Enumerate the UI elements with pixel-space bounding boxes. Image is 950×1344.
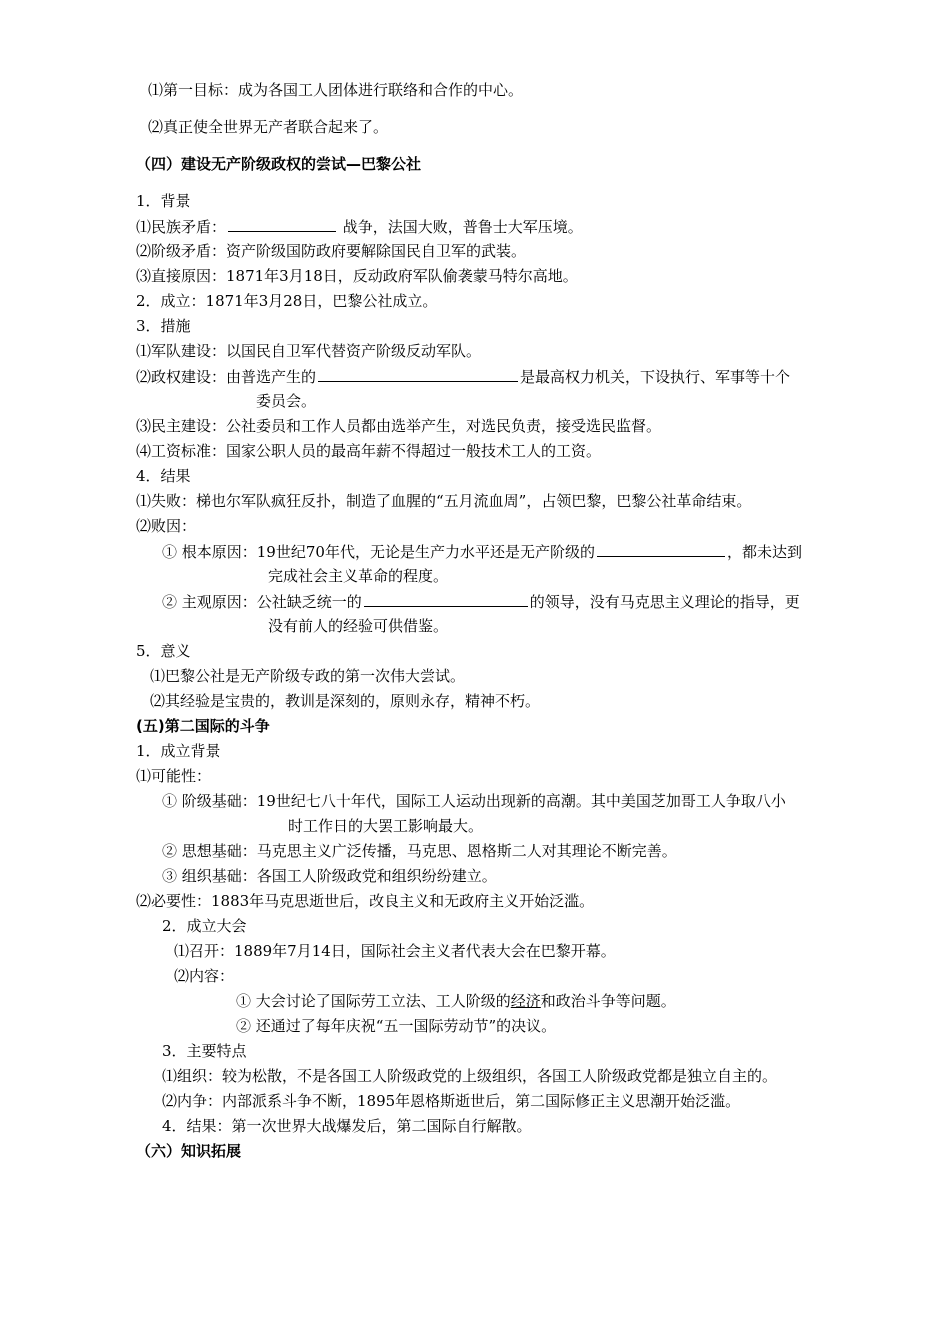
cause-1: ① 根本原因：19世纪70年代，无论是生产力水平还是无产阶级的 ，都未达到 <box>162 543 802 561</box>
possibility-3: ③ 组织基础：各国工人阶级政党和组织纷纷建立。 <box>162 867 497 885</box>
goal-line-2: ⑵真正使全世界无产者联合起来了。 <box>148 118 389 136</box>
conference-convened: ⑴召开：1889年7月14日，国际社会主义者代表大会在巴黎开幕。 <box>174 942 616 960</box>
possibility-2: ② 思想基础：马克思主义广泛传播，马克思、恩格斯二人对其理论不断完善。 <box>162 842 677 860</box>
section-5-heading: (五)第二国际的斗争 <box>136 717 270 735</box>
significance-title: 5．意义 <box>136 642 191 660</box>
fill-blank[interactable] <box>364 591 528 607</box>
significance-2: ⑵其经验是宝贵的，教训是深刻的，原则永存，精神不朽。 <box>150 692 541 710</box>
background-title: 1．背景 <box>136 192 191 210</box>
conference-content-2: ② 还通过了每年庆祝“五一国际劳动节”的决议。 <box>236 1017 557 1035</box>
fill-blank[interactable] <box>228 216 336 232</box>
fill-blank[interactable] <box>597 541 725 557</box>
significance-1: ⑴巴黎公社是无产阶级专政的第一次伟大尝试。 <box>150 667 466 685</box>
possibility-title: ⑴可能性： <box>136 767 212 785</box>
background-item-1: ⑴民族矛盾： 战争，法国大败，普鲁士大军压境。 <box>136 218 583 236</box>
conference-content-title: ⑵内容： <box>174 967 235 985</box>
measures-title: 3．措施 <box>136 317 191 335</box>
founding-background-title: 1．成立背景 <box>136 742 221 760</box>
cause-1-continued: 完成社会主义革命的程度。 <box>268 567 449 585</box>
possibility-1-continued: 时工作日的大罢工影响最大。 <box>288 817 484 835</box>
background-item-3: ⑶直接原因：1871年3月18日，反动政府军队偷袭蒙马特尔高地。 <box>136 267 578 285</box>
second-international-result: 4．结果：第一次世界大战爆发后，第二国际自行解散。 <box>162 1117 532 1135</box>
feature-1: ⑴组织：较为松散，不是各国工人阶级政党的上级组织，各国工人阶级政党都是独立自主的。 <box>162 1067 778 1085</box>
measure-2-continued: 委员会。 <box>256 392 317 410</box>
result-2: ⑵败因： <box>136 517 197 535</box>
section-6-heading: （六）知识拓展 <box>136 1142 242 1160</box>
result-1: ⑴失败：梯也尔军队疯狂反扑，制造了血腥的“五月流血周”，占领巴黎，巴黎公社革命结束。 <box>136 492 752 510</box>
measure-1: ⑴军队建设：以国民自卫军代替资产阶级反动军队。 <box>136 342 482 360</box>
cause-2-continued: 没有前人的经验可供借鉴。 <box>268 617 449 635</box>
feature-2: ⑵内争：内部派系斗争不断，1895年恩格斯逝世后，第二国际修正主义思潮开始泛滥。 <box>162 1092 741 1110</box>
conference-content-1: ① 大会讨论了国际劳工立法、工人阶级的经济和政治斗争等问题。 <box>236 992 676 1010</box>
features-title: 3．主要特点 <box>162 1042 247 1060</box>
conference-title: 2．成立大会 <box>162 917 247 935</box>
possibility-1: ① 阶级基础：19世纪七八十年代，国际工人运动出现新的高潮。其中美国芝加哥工人争取八小 <box>162 792 786 810</box>
measure-4: ⑷工资标准：国家公职人员的最高年薪不得超过一般技术工人的工资。 <box>136 442 602 460</box>
result-title: 4．结果 <box>136 467 191 485</box>
section-4-heading: （四）建设无产阶级政权的尝试—巴黎公社 <box>136 155 422 173</box>
background-item-2: ⑵阶级矛盾：资产阶级国防政府要解除国民自卫军的武装。 <box>136 242 527 260</box>
necessity-line: ⑵必要性：1883年马克思逝世后，改良主义和无政府主义开始泛滥。 <box>136 892 595 910</box>
goal-line-1: ⑴第一目标：成为各国工人团体进行联络和合作的中心。 <box>148 81 524 99</box>
fill-blank[interactable] <box>318 366 518 382</box>
cause-2: ② 主观原因：公社缺乏统一的 的领导，没有马克思主义理论的指导，更 <box>162 593 800 611</box>
measure-3: ⑶民主建设：公社委员和工作人员都由选举产生，对选民负责，接受选民监督。 <box>136 417 662 435</box>
establishment-line: 2．成立：1871年3月28日，巴黎公社成立。 <box>136 292 438 310</box>
measure-2: ⑵政权建设：由普选产生的 是最高权力机关，下设执行、军事等十个 <box>136 368 791 386</box>
